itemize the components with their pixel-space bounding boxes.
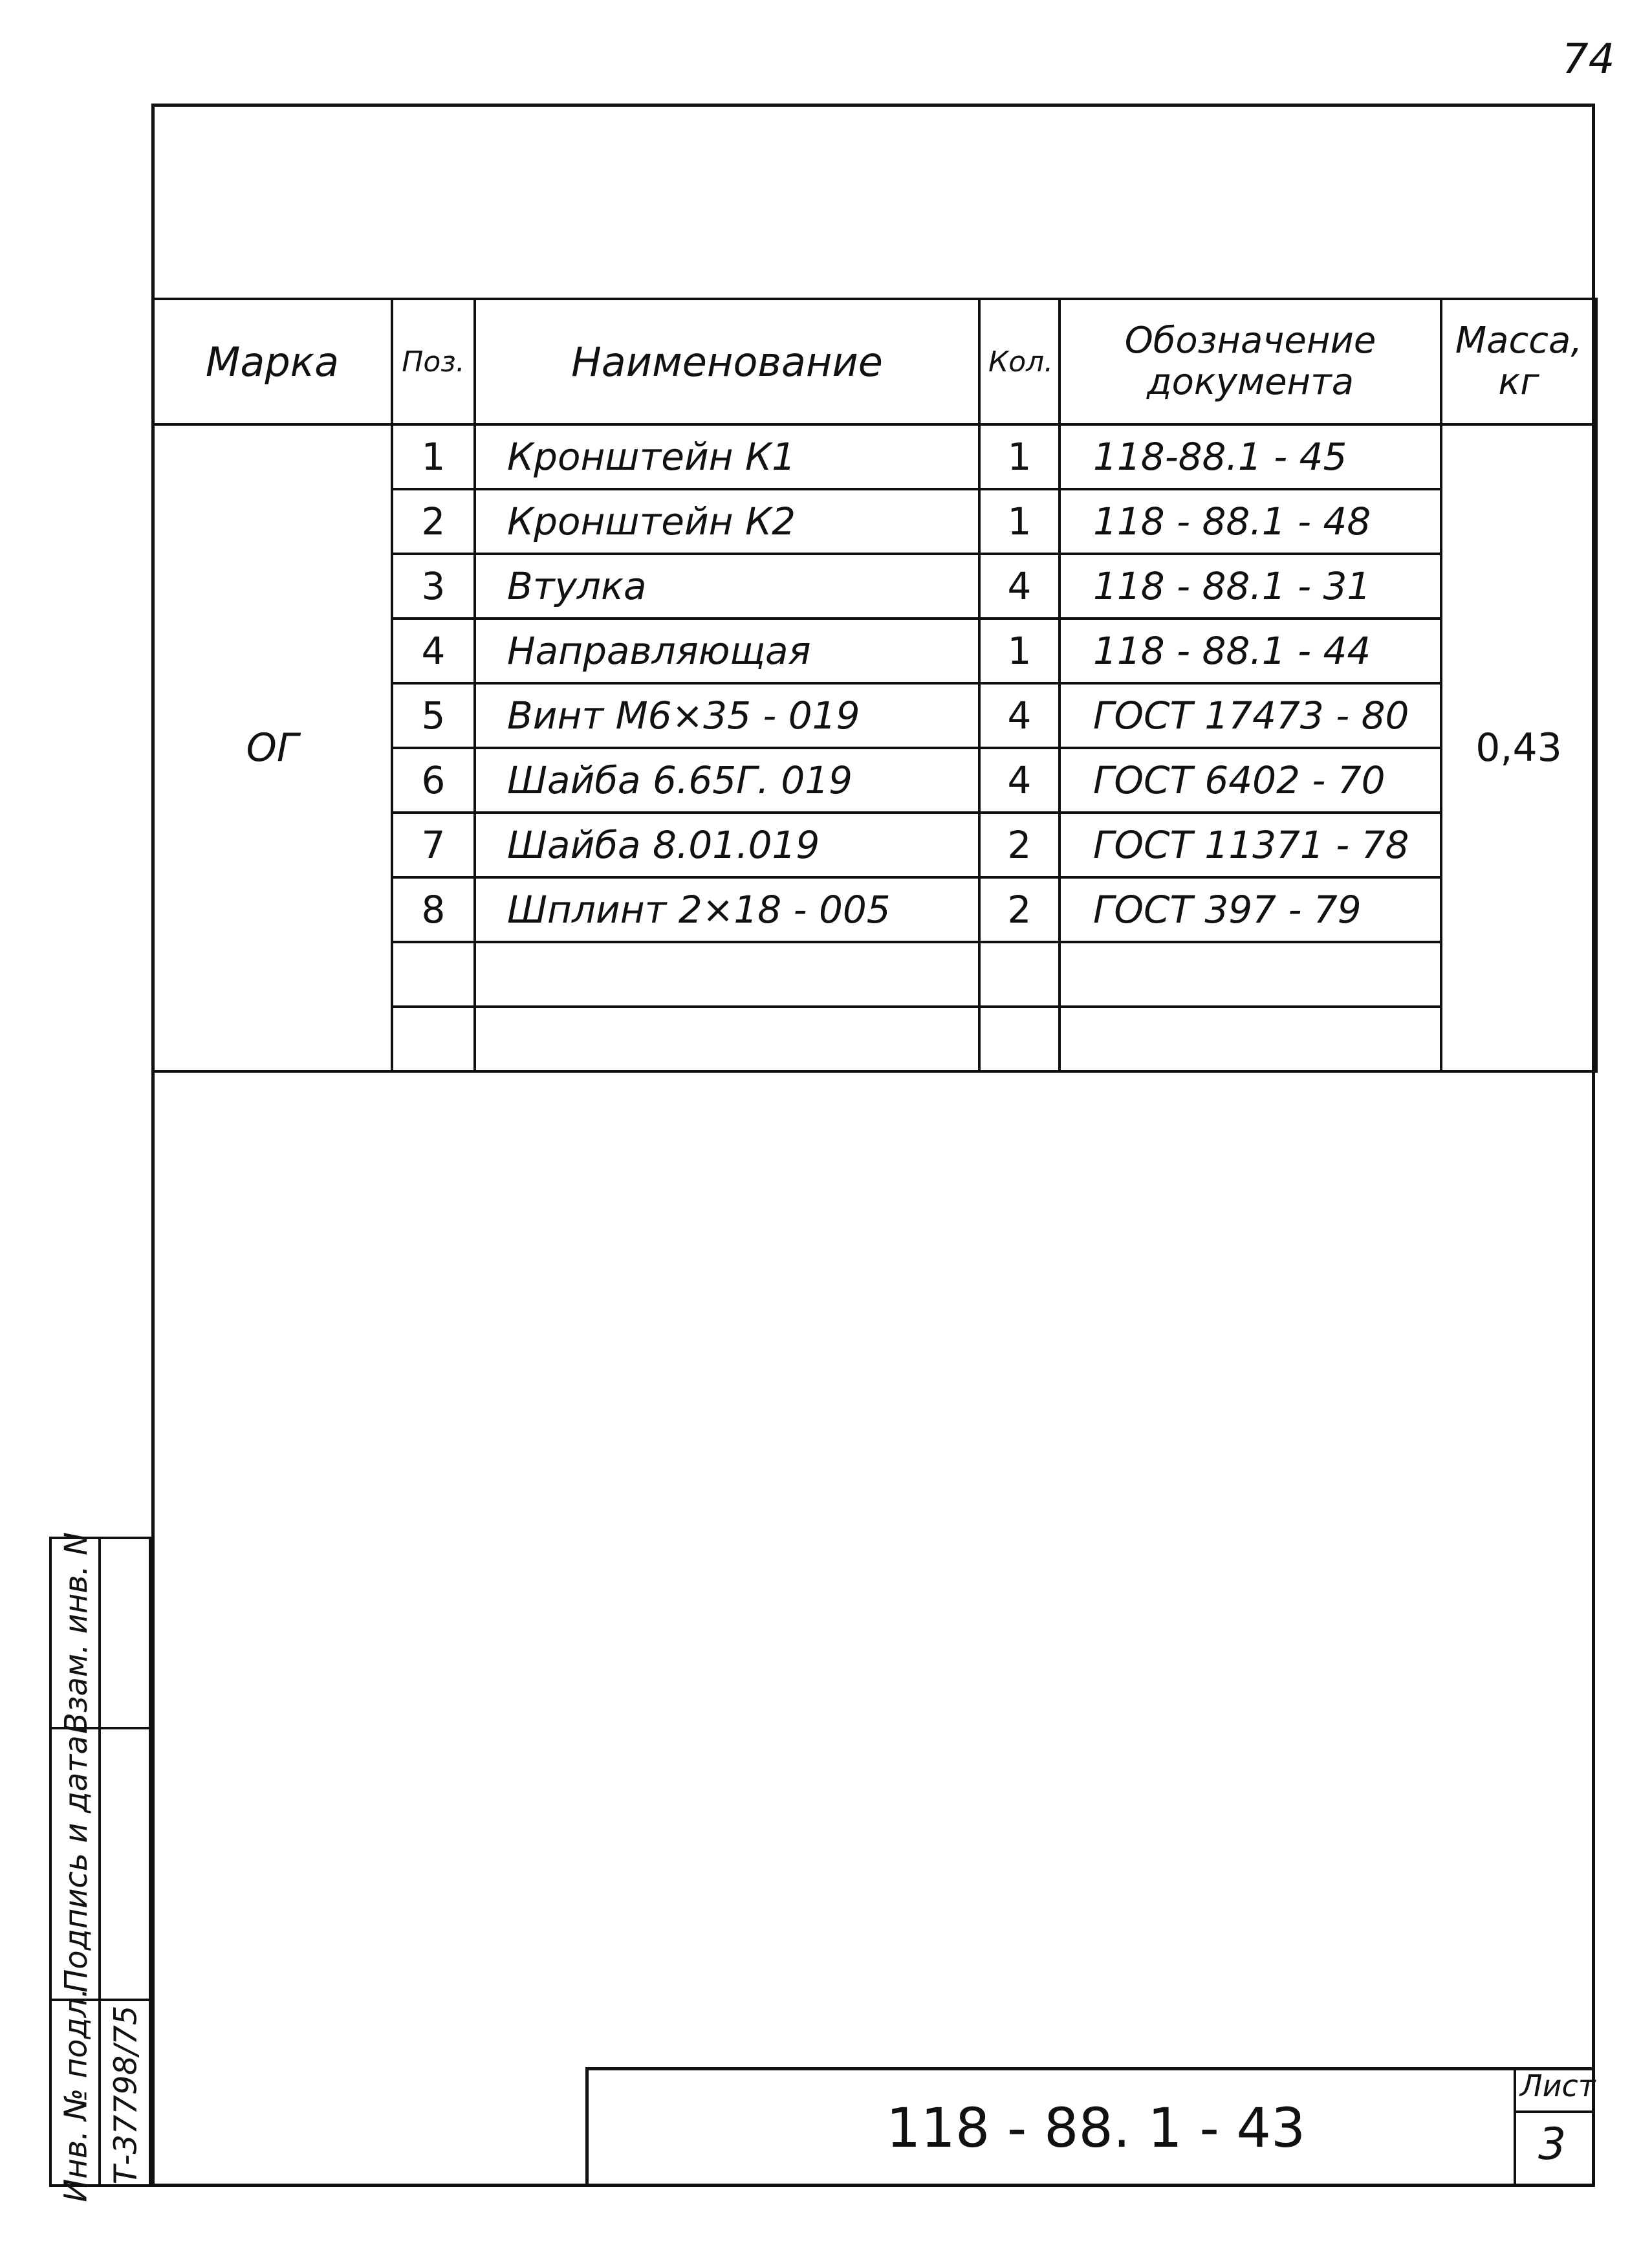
name-cell: Втулка (475, 554, 979, 619)
qty-cell: 1 (979, 619, 1060, 683)
name-cell (475, 1007, 979, 1071)
pos-cell: 2 (392, 489, 475, 554)
inv-orig-value: Т-37798/75 (107, 2005, 144, 2185)
inv-replace-label: Взам. инв. N (58, 1532, 95, 1734)
mass-cell: 0,43 (1441, 424, 1596, 1071)
inv-orig-label: Инв. № подл. (58, 1988, 94, 2202)
name-cell: Шайба 8.01.019 (475, 813, 979, 877)
qty-cell: 4 (979, 748, 1060, 813)
marka-cell: ОГ (153, 424, 392, 1071)
header-mass-line2: кг (1498, 361, 1539, 403)
sheet-label: Лист (1520, 2068, 1596, 2103)
pos-cell: 7 (392, 813, 475, 877)
header-mass (1441, 299, 1596, 424)
qty-cell: 1 (979, 489, 1060, 554)
qty-cell: 2 (979, 813, 1060, 877)
doc-cell: ГОСТ 6402 - 70 (1060, 748, 1441, 813)
doc-cell: 118 - 88.1 - 48 (1060, 489, 1441, 554)
qty-cell: 4 (979, 554, 1060, 619)
header-name: Наименование (475, 299, 979, 424)
pos-cell (392, 1007, 475, 1071)
pos-cell: 6 (392, 748, 475, 813)
doc-cell: ГОСТ 11371 - 78 (1060, 813, 1441, 877)
pos-cell: 4 (392, 619, 475, 683)
header-doc-line2: документа (1146, 361, 1354, 403)
doc-cell: 118 - 88.1 - 31 (1060, 554, 1441, 619)
doc-cell: ГОСТ 397 - 79 (1060, 877, 1441, 942)
qty-cell (979, 942, 1060, 1007)
sheet-number: 3 (1538, 2119, 1567, 2170)
header-mass-line1: Масса, (1455, 320, 1583, 362)
sign-date-label: Подпись и дата (58, 1735, 94, 1993)
doc-cell (1060, 1007, 1441, 1071)
pos-cell: 1 (392, 424, 475, 489)
header-pos: Поз. (392, 299, 475, 424)
doc-cell: 118 - 88.1 - 44 (1060, 619, 1441, 683)
pos-cell: 5 (392, 683, 475, 748)
header-doc (1060, 299, 1441, 424)
header-qty: Кол. (979, 299, 1060, 424)
page-number: 74 (1562, 36, 1615, 83)
side-stamp (49, 1532, 151, 2202)
table-row (153, 424, 1596, 489)
qty-cell (979, 1007, 1060, 1071)
header-marka: Марка (153, 299, 392, 424)
doc-cell (1060, 942, 1441, 1007)
name-cell: Кронштейн К2 (475, 489, 979, 554)
pos-cell: 3 (392, 554, 475, 619)
name-cell: Шайба 6.65Г. 019 (475, 748, 979, 813)
qty-cell: 2 (979, 877, 1060, 942)
specification-table (151, 298, 1598, 1073)
name-cell (475, 942, 979, 1007)
document-code: 118 - 88. 1 - 43 (886, 2096, 1306, 2160)
doc-cell: ГОСТ 17473 - 80 (1060, 683, 1441, 748)
table-header-row (153, 299, 1596, 424)
qty-cell: 1 (979, 424, 1060, 489)
doc-cell: 118-88.1 - 45 (1060, 424, 1441, 489)
pos-cell: 8 (392, 877, 475, 942)
name-cell: Винт М6×35 - 019 (475, 683, 979, 748)
name-cell: Шплинт 2×18 - 005 (475, 877, 979, 942)
qty-cell: 4 (979, 683, 1060, 748)
pos-cell (392, 942, 475, 1007)
header-doc-line1: Обозначение (1124, 320, 1376, 362)
name-cell: Направляющая (475, 619, 979, 683)
name-cell: Кронштейн К1 (475, 424, 979, 489)
